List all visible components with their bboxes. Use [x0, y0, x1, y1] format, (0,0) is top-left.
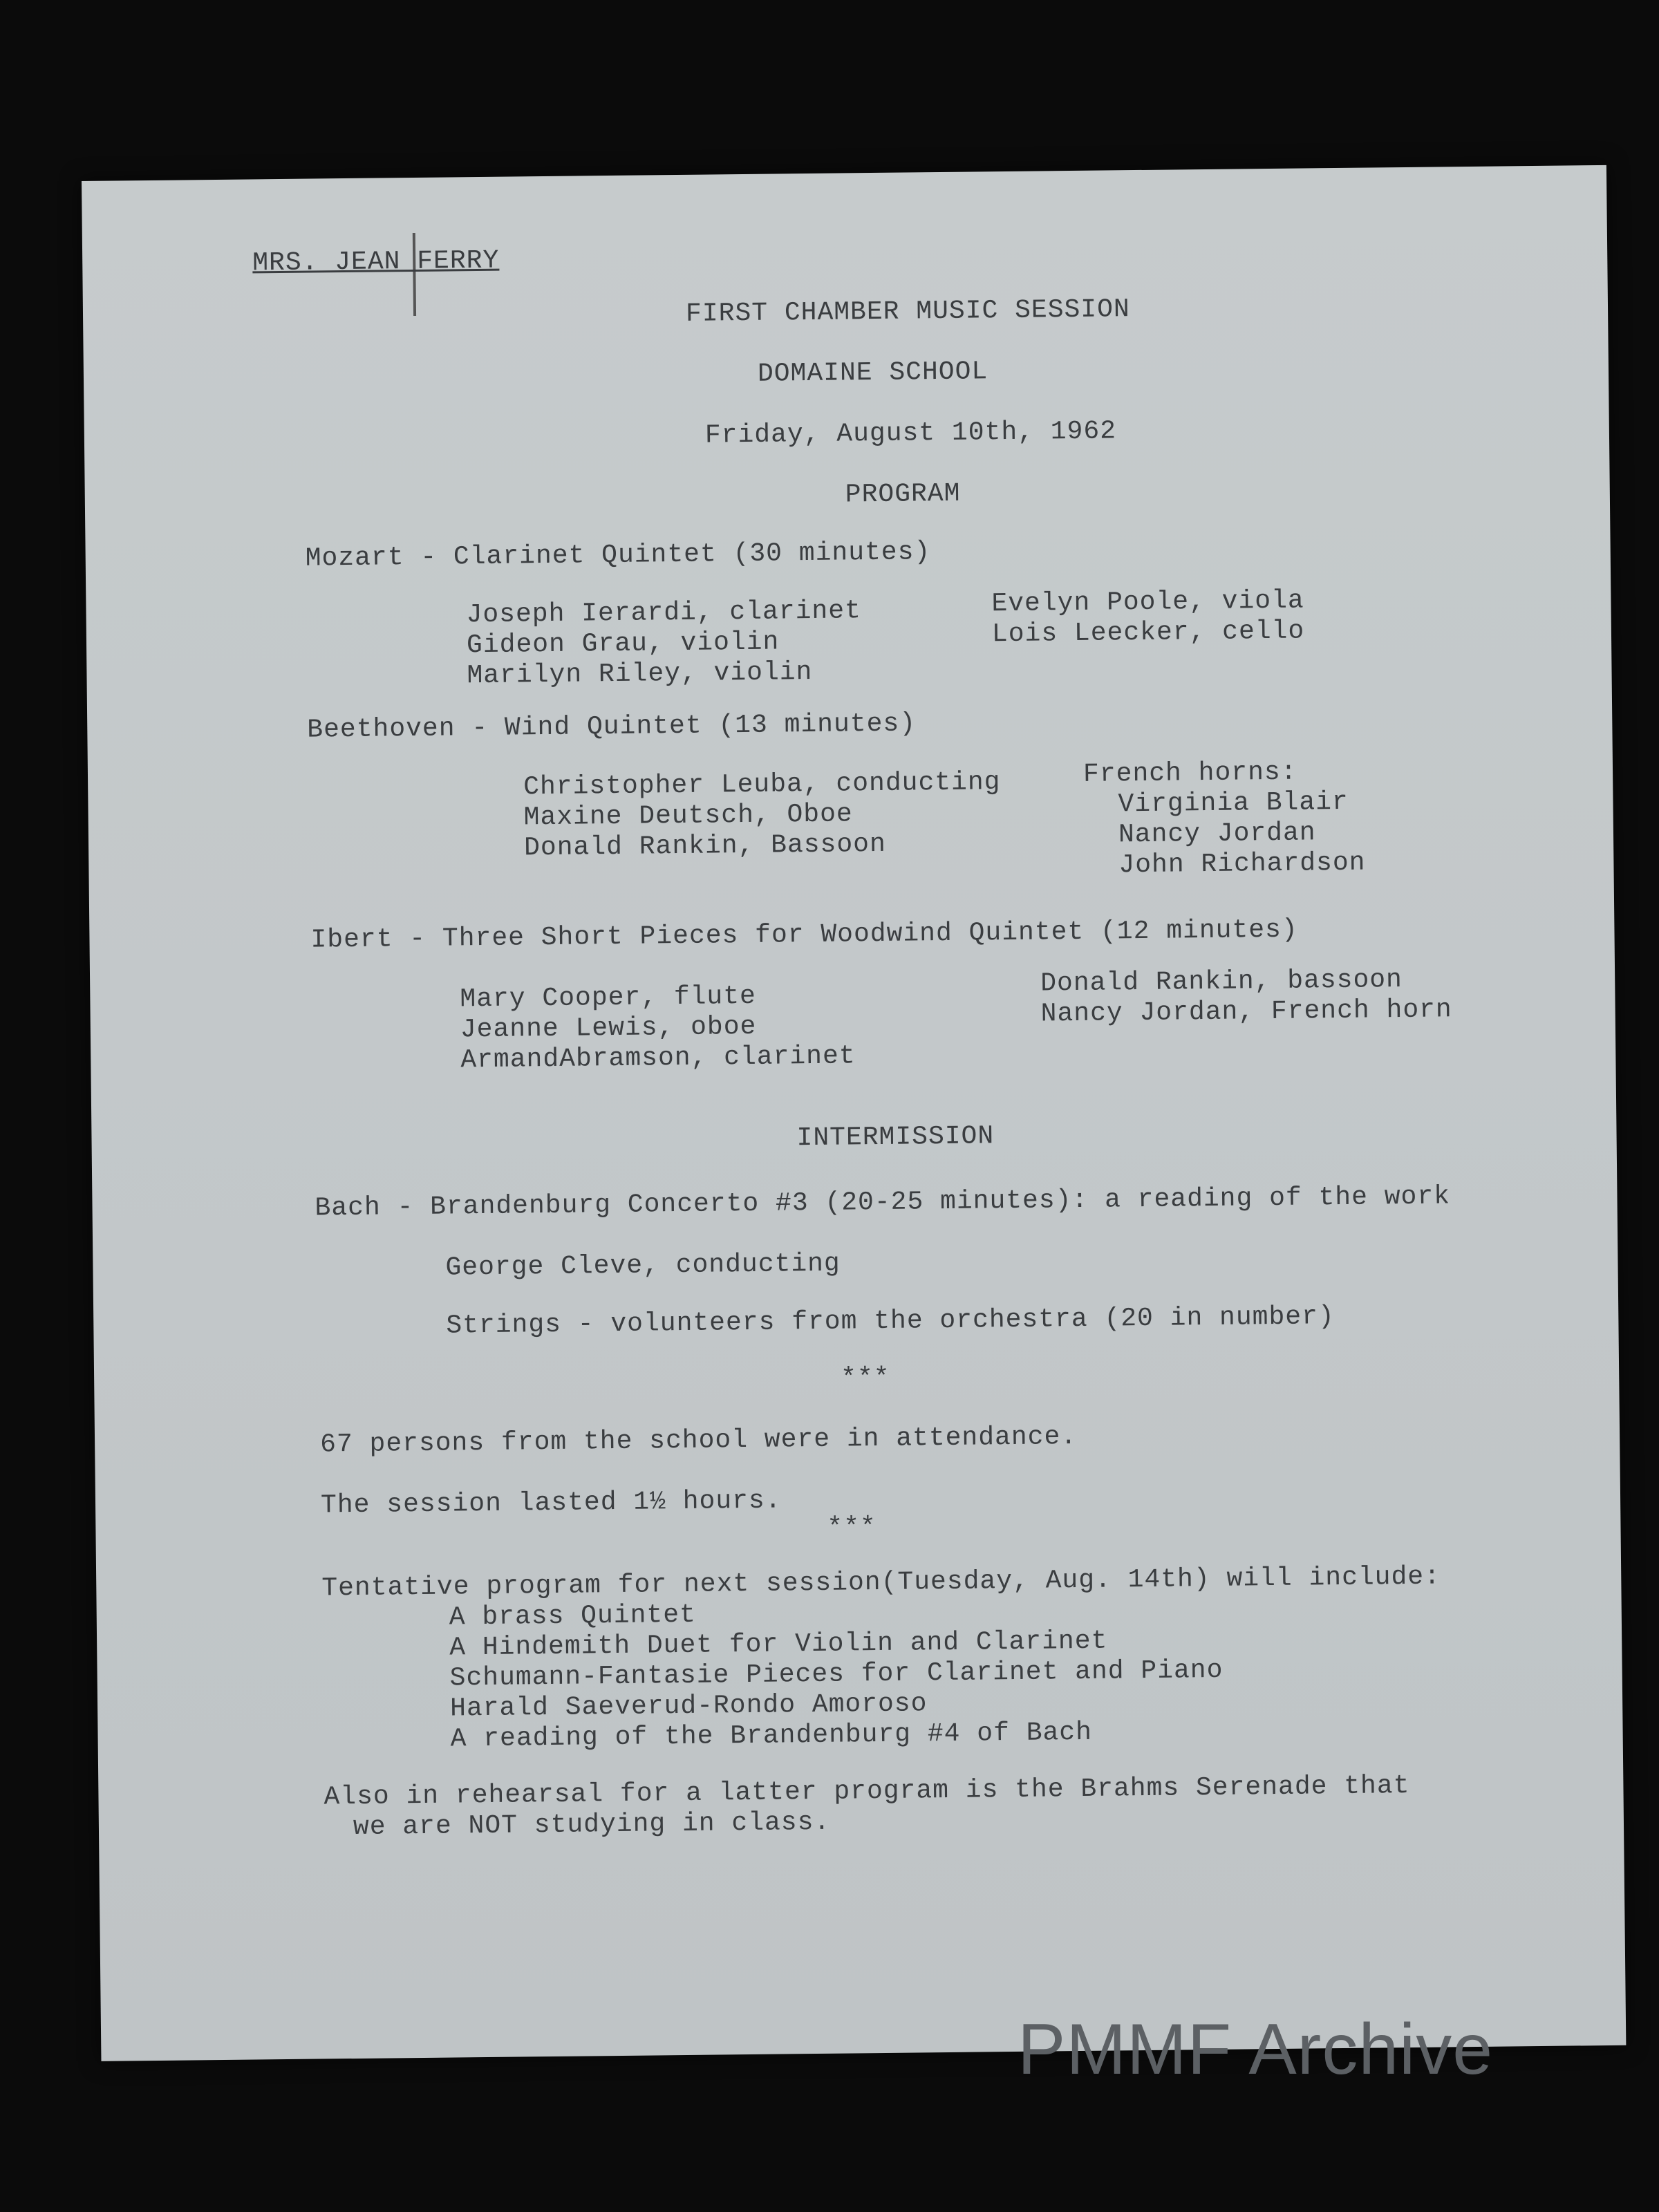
separator: ***: [827, 1512, 877, 1543]
section-subheading: French horns:: [1082, 757, 1297, 789]
piece-title: Bach - Brandenburg Concerto #3 (20-25 minutes): a reading of the work: [315, 1181, 1451, 1224]
archive-watermark: PMMF Archive: [1018, 2009, 1494, 2090]
list-item: A brass Quintet: [449, 1600, 697, 1633]
performer: Lois Leecker, cello: [991, 616, 1305, 650]
performer: Donald Rankin, Bassoon: [523, 829, 887, 863]
performer: Nancy Jordan: [1118, 818, 1316, 850]
page-title: FIRST CHAMBER MUSIC SESSION: [685, 294, 1130, 329]
tentative-intro: Tentative program for next session(Tuesday, Aug. 14th) will include:: [321, 1562, 1441, 1604]
performer: Donald Rankin, bassoon: [1040, 965, 1403, 999]
closing-line: Also in rehearsal for a latter program is the Brahms Serenade that: [324, 1771, 1410, 1812]
performer: ArmandAbramson, clarinet: [460, 1041, 856, 1076]
performer: Jeanne Lewis, oboe: [460, 1011, 757, 1045]
separator: ***: [840, 1362, 890, 1394]
duration-note: The session lasted 1½ hours.: [320, 1485, 782, 1521]
list-item: A Hindemith Duet for Violin and Clarinet: [449, 1626, 1108, 1663]
list-item: Harald Saeverud-Rondo Amoroso: [449, 1689, 928, 1724]
performer: Strings - volunteers from the orchestra (20 in number): [446, 1302, 1335, 1341]
recipient-name: MRS. JEAN FERRY: [252, 245, 500, 279]
intermission-heading: INTERMISSION: [796, 1121, 995, 1154]
piece-title: Mozart - Clarinet Quintet (30 minutes): [305, 537, 931, 574]
attendance-note: 67 persons from the school were in attendance.: [319, 1422, 1078, 1460]
performer: Maxine Deutsch, Oboe: [523, 799, 853, 833]
session-date: Friday, August 10th, 1962: [704, 416, 1117, 451]
performer: John Richardson: [1118, 847, 1366, 881]
performer: Virginia Blair: [1118, 787, 1349, 820]
piece-title: Ibert - Three Short Pieces for Woodwind Quintet (12 minutes): [310, 915, 1298, 955]
performer: Nancy Jordan, French horn: [1040, 995, 1452, 1029]
closing-line: we are NOT studying in class.: [353, 1807, 831, 1843]
typed-program-sheet: [82, 165, 1626, 2061]
list-item: A reading of the Brandenburg #4 of Bach: [450, 1717, 1093, 1754]
performer: Joseph Ierardi, clarinet: [466, 596, 862, 630]
performer: Christopher Leuba, conducting: [523, 767, 1001, 803]
school-name: DOMAINE SCHOOL: [757, 357, 988, 389]
piece-title: Beethoven - Wind Quintet (13 minutes): [307, 709, 917, 745]
performer: Evelyn Poole, viola: [991, 585, 1304, 619]
performer: George Cleve, conducting: [445, 1248, 841, 1283]
list-item: Schumann-Fantasie Pieces for Clarinet and Piano: [449, 1655, 1224, 1694]
program-heading: PROGRAM: [845, 478, 961, 510]
performer: Mary Cooper, flute: [460, 981, 757, 1015]
performer: Gideon Grau, violin: [466, 627, 780, 661]
performer: Marilyn Riley, violin: [467, 657, 813, 691]
